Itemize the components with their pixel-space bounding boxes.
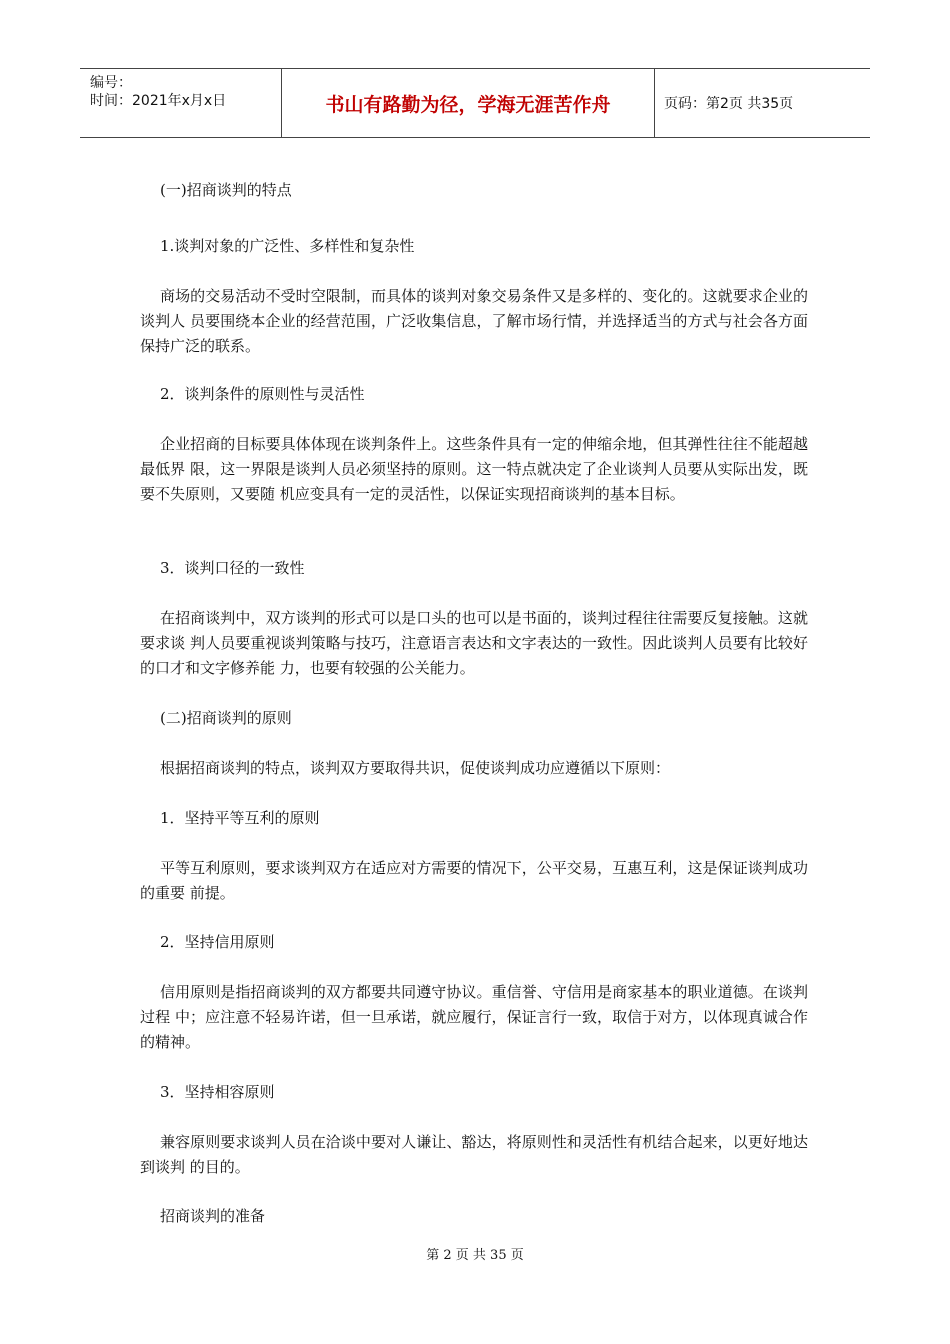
- document-time-label: 时间：2021年x月x日: [90, 93, 227, 109]
- document-number-label: 编号：: [90, 75, 132, 91]
- page-footer: 第 2 页 共 35 页: [426, 1248, 524, 1263]
- header-meta: [80, 69, 280, 137]
- body-paragraph: 企业招商的目标要具体体现在谈判条件上。这些条件具有一定的伸缩余地，但其弹性往往不能超越最低界 限，这一界限是谈判人员必须坚持的原则。这一特点就决定了企业谈判人员要从实际出发，既要不失原则，又要随 机应变具有一定的灵活性，以保证实现招商谈判的基本目标。: [140, 435, 808, 503]
- header-page-info: 页码：第2页 共35页: [664, 96, 794, 112]
- subheading: 1．坚持平等互利的原则: [160, 809, 320, 827]
- body-paragraph: 平等互利原则，要求谈判双方在适应对方需要的情况下，公平交易，互惠互利，这是保证谈判成功的重要 前提。: [140, 859, 808, 902]
- section-heading: (二)招商谈判的原则: [160, 709, 292, 727]
- subheading: 2．谈判条件的原则性与灵活性: [160, 385, 365, 403]
- subheading: 3．谈判口径的一致性: [160, 559, 305, 577]
- body-paragraph: 商场的交易活动不受时空限制，而具体的谈判对象交易条件又是多样的、变化的。这就要求企业的谈判人 员要围绕本企业的经营范围，广泛收集信息，了解市场行情，并选择适当的方式与社会各方面保持广泛的联系。: [140, 287, 808, 355]
- header-motto: 书山有路勤为径，学海无涯苦作舟: [281, 69, 655, 137]
- section-heading: (一)招商谈判的特点: [160, 181, 292, 199]
- page-header: [80, 68, 870, 138]
- body-paragraph: 根据招商谈判的特点，谈判双方要取得共识，促使谈判成功应遵循以下原则：: [160, 759, 671, 777]
- subheading: 1.谈判对象的广泛性、多样性和复杂性: [160, 237, 415, 255]
- subheading: 3．坚持相容原则: [160, 1083, 275, 1101]
- body-paragraph: 信用原则是指招商谈判的双方都要共同遵守协议。重信誉、守信用是商家基本的职业道德。在谈判过程 中；应注意不轻易许诺，但一旦承诺，就应履行，保证言行一致，取信于对方，以体现真诚合作的精神。: [140, 983, 808, 1051]
- body-paragraph: 在招商谈判中，双方谈判的形式可以是口头的也可以是书面的，谈判过程往往需要反复接触。这就要求谈 判人员要重视谈判策略与技巧，注意语言表达和文字表达的一致性。因此谈判人员要有比较好的口才和文字修养能 力，也要有较强的公关能力。: [140, 609, 808, 677]
- body-paragraph: 兼容原则要求谈判人员在洽谈中要对人谦让、豁达，将原则性和灵活性有机结合起来，以更好地达到谈判 的目的。: [140, 1133, 808, 1176]
- section-heading: 招商谈判的准备: [160, 1207, 266, 1225]
- subheading: 2．坚持信用原则: [160, 933, 275, 951]
